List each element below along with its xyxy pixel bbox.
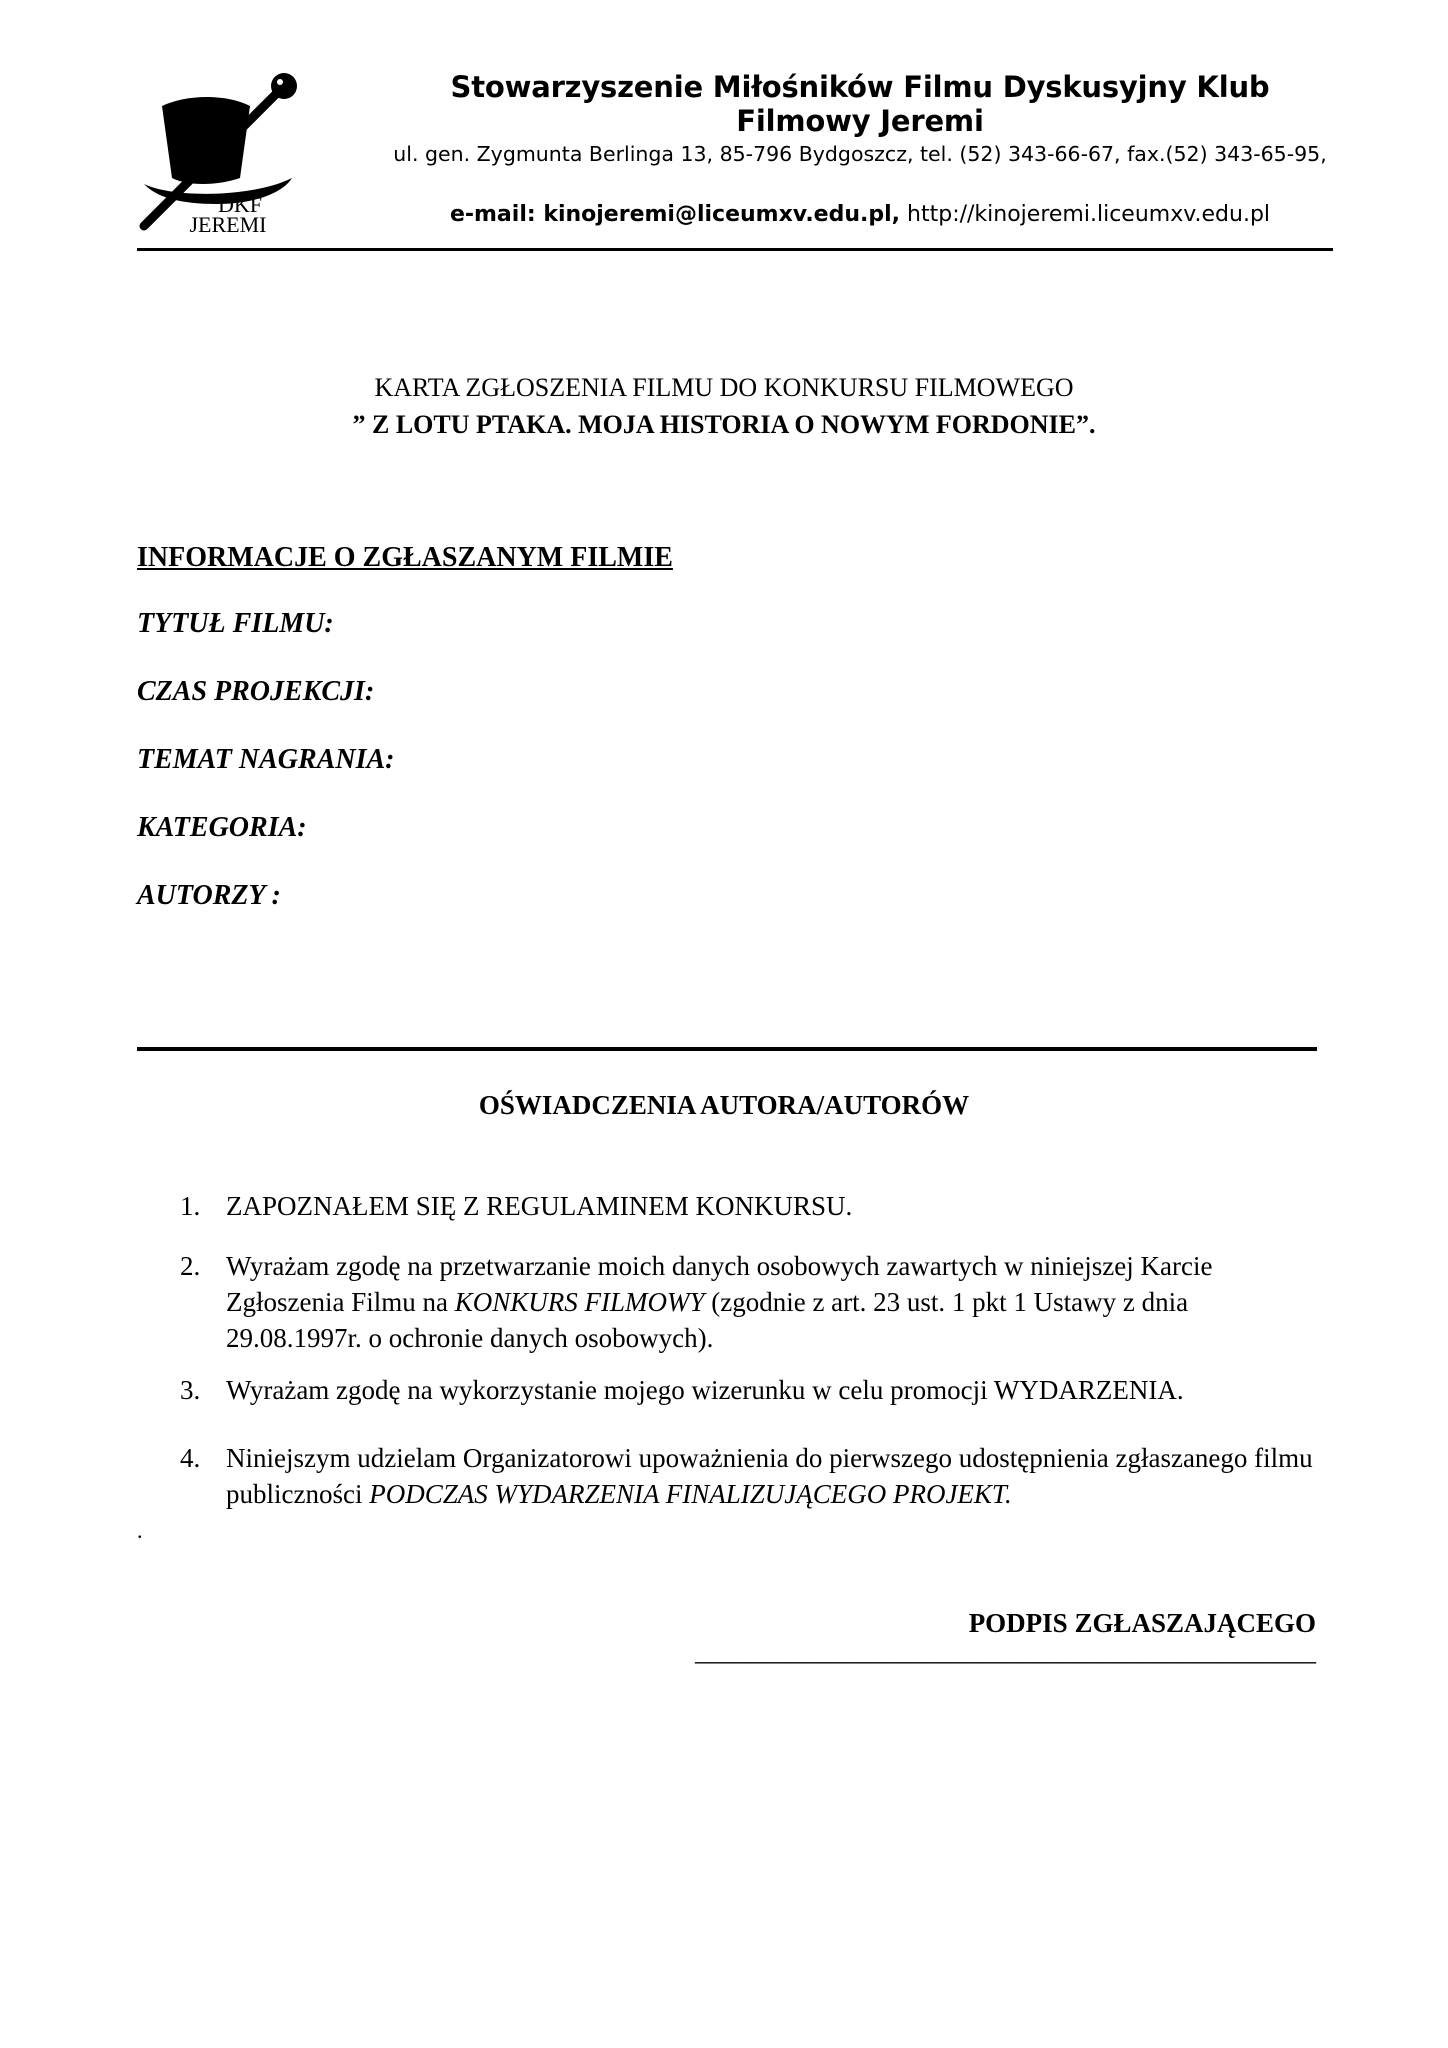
field-film-title: TYTUŁ FILMU: [137,608,334,639]
declaration-number: 1. [180,1191,201,1221]
website-link[interactable]: http://kinojeremi.liceumxv.edu.pl [907,202,1271,227]
email-link[interactable]: e-mail: kinojeremi@liceumxv.edu.pl, [449,202,901,227]
declaration-text: ZAPOZNAŁEM SIĘ Z REGULAMINEM KONKURSU. [226,1191,853,1221]
organization-contact [390,202,1330,227]
declaration-item-1 [180,1188,1330,1224]
header-divider [137,248,1333,251]
signature-line[interactable]: ______________________________________________ [695,1636,1316,1666]
signature-label: PODPIS ZGŁASZAJĄCEGO [968,1608,1316,1638]
declaration-item-2 [180,1248,1330,1356]
declaration-text: Wyrażam zgodę na wykorzystanie mojego wizerunku w celu promocji WYDARZENIA. [226,1375,1184,1405]
contest-name: ” Z LOTU PTAKA. MOJA HISTORIA O NOWYM FORDONIE”. [352,410,1096,439]
declaration-item-3 [180,1372,1330,1408]
declaration-number: 4. [180,1443,201,1473]
organization-address: ul. gen. Zygmunta Berlinga 13, 85-796 Bydgoszcz, tel. (52) 343-66-67, fax.(52) 343-65-95, [393,142,1327,166]
logo-text-dkf: DKF [217,192,263,217]
declarations-heading: OŚWIADCZENIA AUTORA/AUTORÓW [478,1090,970,1120]
declaration-number: 2. [180,1251,201,1281]
stray-dot: . [137,1518,143,1543]
field-category: KATEGORIA: [137,812,307,843]
declaration-text: Niniejszym udzielam Organizatorowi upoważnienia do pierwszego udostępnienia zgłaszanego filmu publiczności PODCZAS WYDARZENIA FINALIZUJĄCEGO PROJEKT. [226,1443,1313,1509]
organization-name: Stowarzyszenie Miłośników Filmu Dyskusyjny Klub Filmowy Jeremi [450,70,1270,138]
form-title: KARTA ZGŁOSZENIA FILMU DO KONKURSU FILMOWEGO [374,373,1074,402]
declaration-number: 3. [180,1375,201,1405]
film-info-heading: INFORMACJE O ZGŁASZANYM FILMIE [137,542,673,573]
field-authors: AUTORZY : [137,880,281,911]
declaration-text: Wyrażam zgodę na przetwarzanie moich danych osobowych zawartych w niniejszej Karcie Zgłoszenia Filmu na KONKURS FILMOWY (zgodnie z art. 23 ust. 1 pkt 1 Ustawy z dnia 29.08.1997r. o ochronie danych osobowych). [226,1251,1213,1353]
section-divider [137,1047,1317,1051]
dkf-jeremi-logo [132,66,302,236]
field-recording-topic: TEMAT NAGRANIA: [137,744,395,775]
logo-text-jeremi: JEREMI [189,212,267,236]
field-screening-time: CZAS PROJEKCJI: [137,676,375,707]
declaration-item-4 [180,1440,1330,1512]
